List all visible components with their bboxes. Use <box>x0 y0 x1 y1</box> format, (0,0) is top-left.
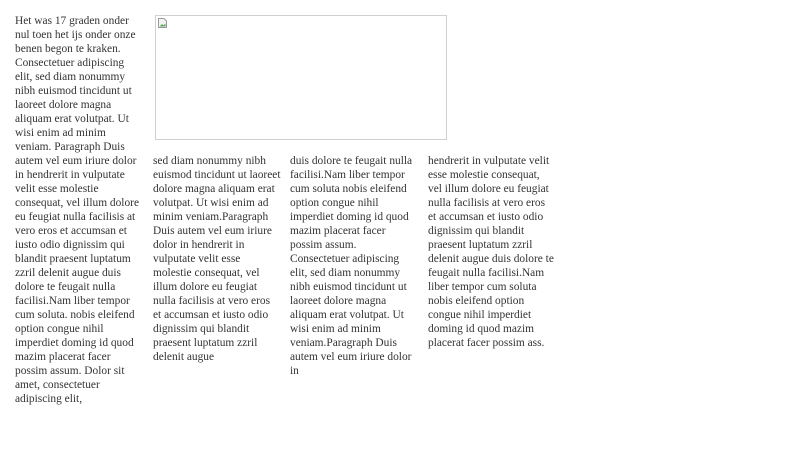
text-column-3 <box>290 154 418 378</box>
broken-image <box>155 15 447 140</box>
column-paragraph: sed diam nonummy nibh euismod tincidunt ut laoreet dolore magna aliquam erat volutpat. Ut wisi enim ad minim veniam.Paragraph Duis autem vel eum iriure dolor in hendrerit in vulputate velit esse molestie consequat, vel illum dolore eu feugiat nulla facilisis at vero eros et accumsan et iusto odio dignissim qui blandit praesent luptatum zzril delenit augue <box>153 155 281 363</box>
text-column-2 <box>153 154 281 364</box>
text-column-1 <box>15 14 143 406</box>
broken-image-icon <box>158 18 167 28</box>
column-paragraph: Het was 17 graden onder nul toen het ijs onder onze benen begon te kraken. Consectetuer adipiscing elit, sed diam nonummy nibh euismod tincidunt ut laoreet dolore magna aliquam erat volutpat. Ut wisi enim ad minim veniam. Paragraph Duis autem vel eum iriure dolor in hendrerit in vulputate velit esse molestie consequat, vel illum dolore eu feugiat nulla facilisis at vero eros et accumsan et iusto odio dignissim qui blandit praesent luptatum zzril delenit augue duis dolore te feugait nulla facilisi.Nam liber tempor cum soluta. nobis eleifend option congue nihil imperdiet doming id quod mazim placerat facer possim assum. Dolor sit amet, consectetuer adipiscing elit, <box>15 15 140 405</box>
column-paragraph: duis dolore te feugait nulla facilisi.Nam liber tempor cum soluta nobis eleifend option congue nihil imperdiet doming id quod mazim placerat facer possim assum. Consectetuer adipiscing elit, sed diam nonummy nibh euismod tincidunt ut laoreet dolore magna aliquam erat volutpat. Ut wisi enim ad minim veniam.Paragraph Duis autem vel eum iriure dolor in <box>290 155 413 377</box>
column-paragraph: hendrerit in vulputate velit esse molestie consequat, vel illum dolore eu feugiat nulla facilisis at vero eros et accumsan et iusto odio dignissim qui blandit praesent luptatum zzril delenit augue duis dolore te feugait nulla facilisi.Nam liber tempor cum soluta nobis eleifend option congue nihil imperdiet doming id quod mazim placerat facer possim ass. <box>428 155 554 349</box>
text-column-4 <box>428 154 556 350</box>
